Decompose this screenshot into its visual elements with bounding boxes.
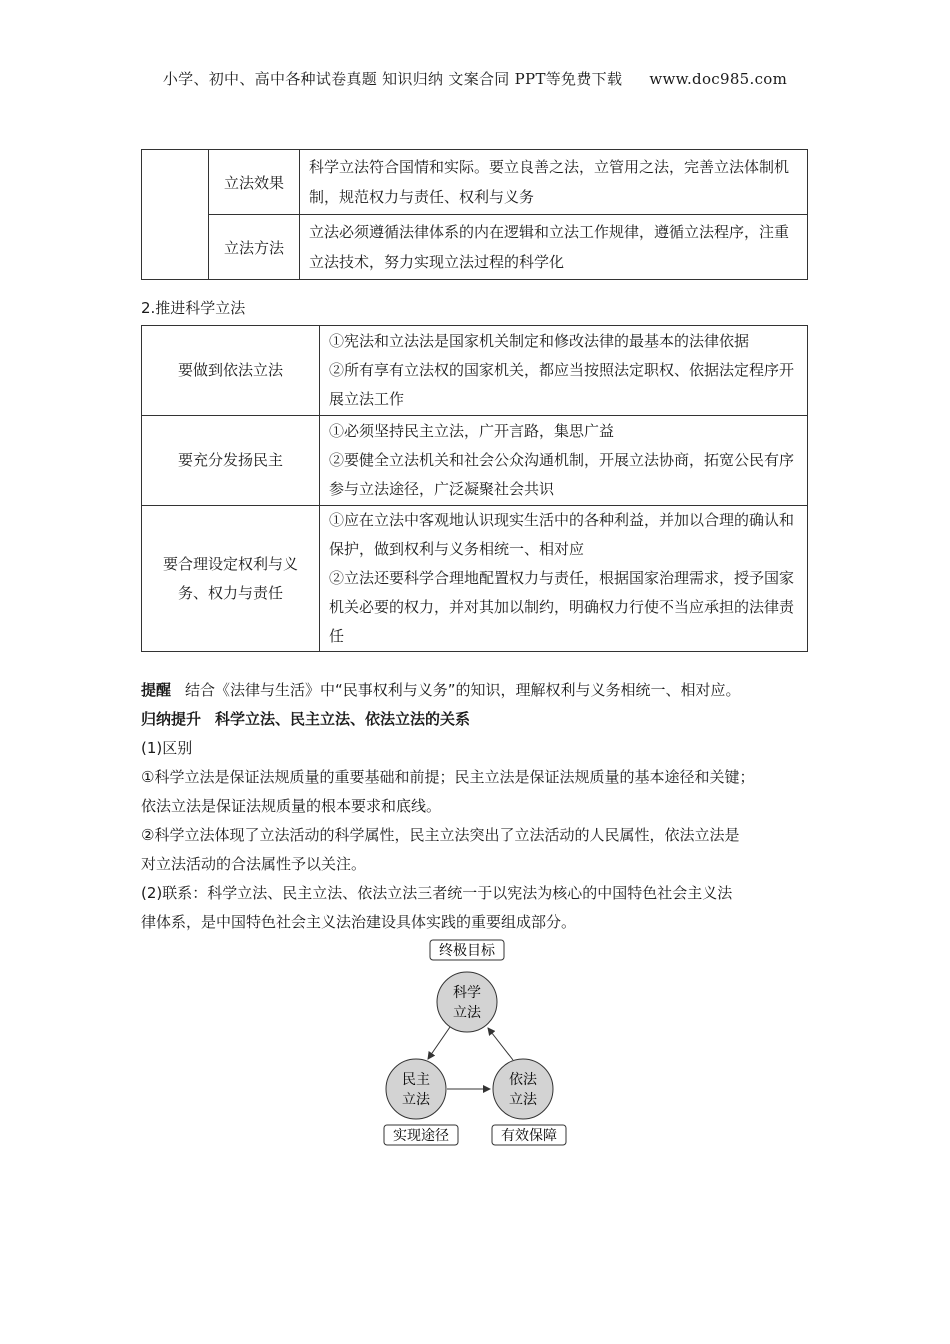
list-item: ①应在立法中客观地认识现实生活中的各种利益，并加以合理的确认和保护，做到权利与义务相统一、相对应 <box>329 511 795 558</box>
law-based-node-line2: 立法 <box>509 1092 537 1108</box>
science-node-line2: 立法 <box>453 1005 481 1021</box>
summary-line <box>141 705 841 734</box>
law-based-node-line1: 依法 <box>509 1072 537 1088</box>
table-row <box>142 215 808 280</box>
table-row <box>142 150 808 215</box>
diff-2a: ②科学立法体现了立法活动的科学属性，民主立法突出了立法活动的人民属性，依法立法是 <box>141 826 740 844</box>
relationship-diagram <box>378 936 578 1148</box>
diff-1b: 依法立法是保证法规质量的根本要求和底线。 <box>141 797 442 815</box>
legislation-table-continued <box>141 149 808 280</box>
row-content <box>320 416 808 506</box>
diff-1a: ①科学立法是保证法规质量的重要基础和前提；民主立法是保证法规质量的基本途径和关键； <box>141 768 755 786</box>
democracy-node-line1: 民主 <box>402 1072 430 1088</box>
row-label: 要充分发扬民主 <box>142 416 320 506</box>
table-row <box>142 506 808 652</box>
reminder-text: 结合《法律与生活》中“民事权利与义务”的知识，理解权利与义务相统一、相对应。 <box>185 681 741 699</box>
row-label: 立法效果 <box>209 150 300 215</box>
header-url[interactable]: www.doc985.com <box>649 70 788 88</box>
row-content: 科学立法符合国情和实际。要立良善之法，立管用之法，完善立法体制机制，规范权力与责任、权利与义务 <box>300 150 808 215</box>
summary-title: 科学立法、民主立法、依法立法的关系 <box>215 710 471 728</box>
table-row <box>142 326 808 416</box>
merged-empty-cell <box>142 150 209 280</box>
science-node <box>437 972 497 1032</box>
list-item: ②要健全立法机关和社会公众沟通机制，开展立法协商，拓宽公民有序参与立法途径，广泛凝聚社会共识 <box>329 451 795 498</box>
reminder-line <box>141 676 841 705</box>
list-item: ②所有享有立法权的国家机关，都应当按照法定职权、依据法定程序开展立法工作 <box>329 361 795 408</box>
row-content: 立法必须遵循法律体系的内在逻辑和立法工作规律，遵循立法程序，注重立法技术，努力实现立法过程的科学化 <box>300 215 808 280</box>
law-based-node <box>493 1059 553 1119</box>
summary-label: 归纳提升 <box>141 710 202 728</box>
guarantee-label: 有效保障 <box>501 1128 557 1144</box>
row-label: 立法方法 <box>209 215 300 280</box>
democracy-node-line2: 立法 <box>402 1092 430 1108</box>
row-label: 要做到依法立法 <box>142 326 320 416</box>
diff-heading: (1)区别 <box>141 739 193 757</box>
section-title: 2.推进科学立法 <box>141 299 246 317</box>
arrow-law-to-science <box>488 1028 513 1060</box>
row-content <box>320 506 808 652</box>
arrow-science-to-democracy <box>428 1027 450 1059</box>
row-content <box>320 326 808 416</box>
notes-block <box>141 676 841 937</box>
list-item: ①必须坚持民主立法，广开言路，集思广益 <box>329 422 615 440</box>
list-item: ②立法还要科学合理地配置权力与责任，根据国家治理需求，授予国家机关必要的权力，并对其加以制约，明确权力行使不当应承担的法律责任 <box>329 569 795 645</box>
reminder-label: 提醒 <box>141 681 172 699</box>
table-row <box>142 416 808 506</box>
diff-2b: 对立法活动的合法属性予以关注。 <box>141 855 367 873</box>
promote-legislation-table <box>141 325 808 652</box>
row-label: 要合理设定权利与义务、权力与责任 <box>142 506 320 652</box>
link-a: (2)联系：科学立法、民主立法、依法立法三者统一于以宪法为核心的中国特色社会主义法 <box>141 884 733 902</box>
science-node-line1: 科学 <box>453 985 481 1001</box>
list-item: ①宪法和立法法是国家机关制定和修改法律的最基本的法律依据 <box>329 332 750 350</box>
path-label: 实现途径 <box>393 1128 449 1144</box>
page-header <box>0 68 950 89</box>
header-text: 小学、初中、高中各种试卷真题 知识归纳 文案合同 PPT等免费下载 <box>162 70 623 88</box>
link-b: 律体系，是中国特色社会主义法治建设具体实践的重要组成部分。 <box>141 913 577 931</box>
democracy-node <box>386 1059 446 1119</box>
goal-label: 终极目标 <box>439 943 495 959</box>
